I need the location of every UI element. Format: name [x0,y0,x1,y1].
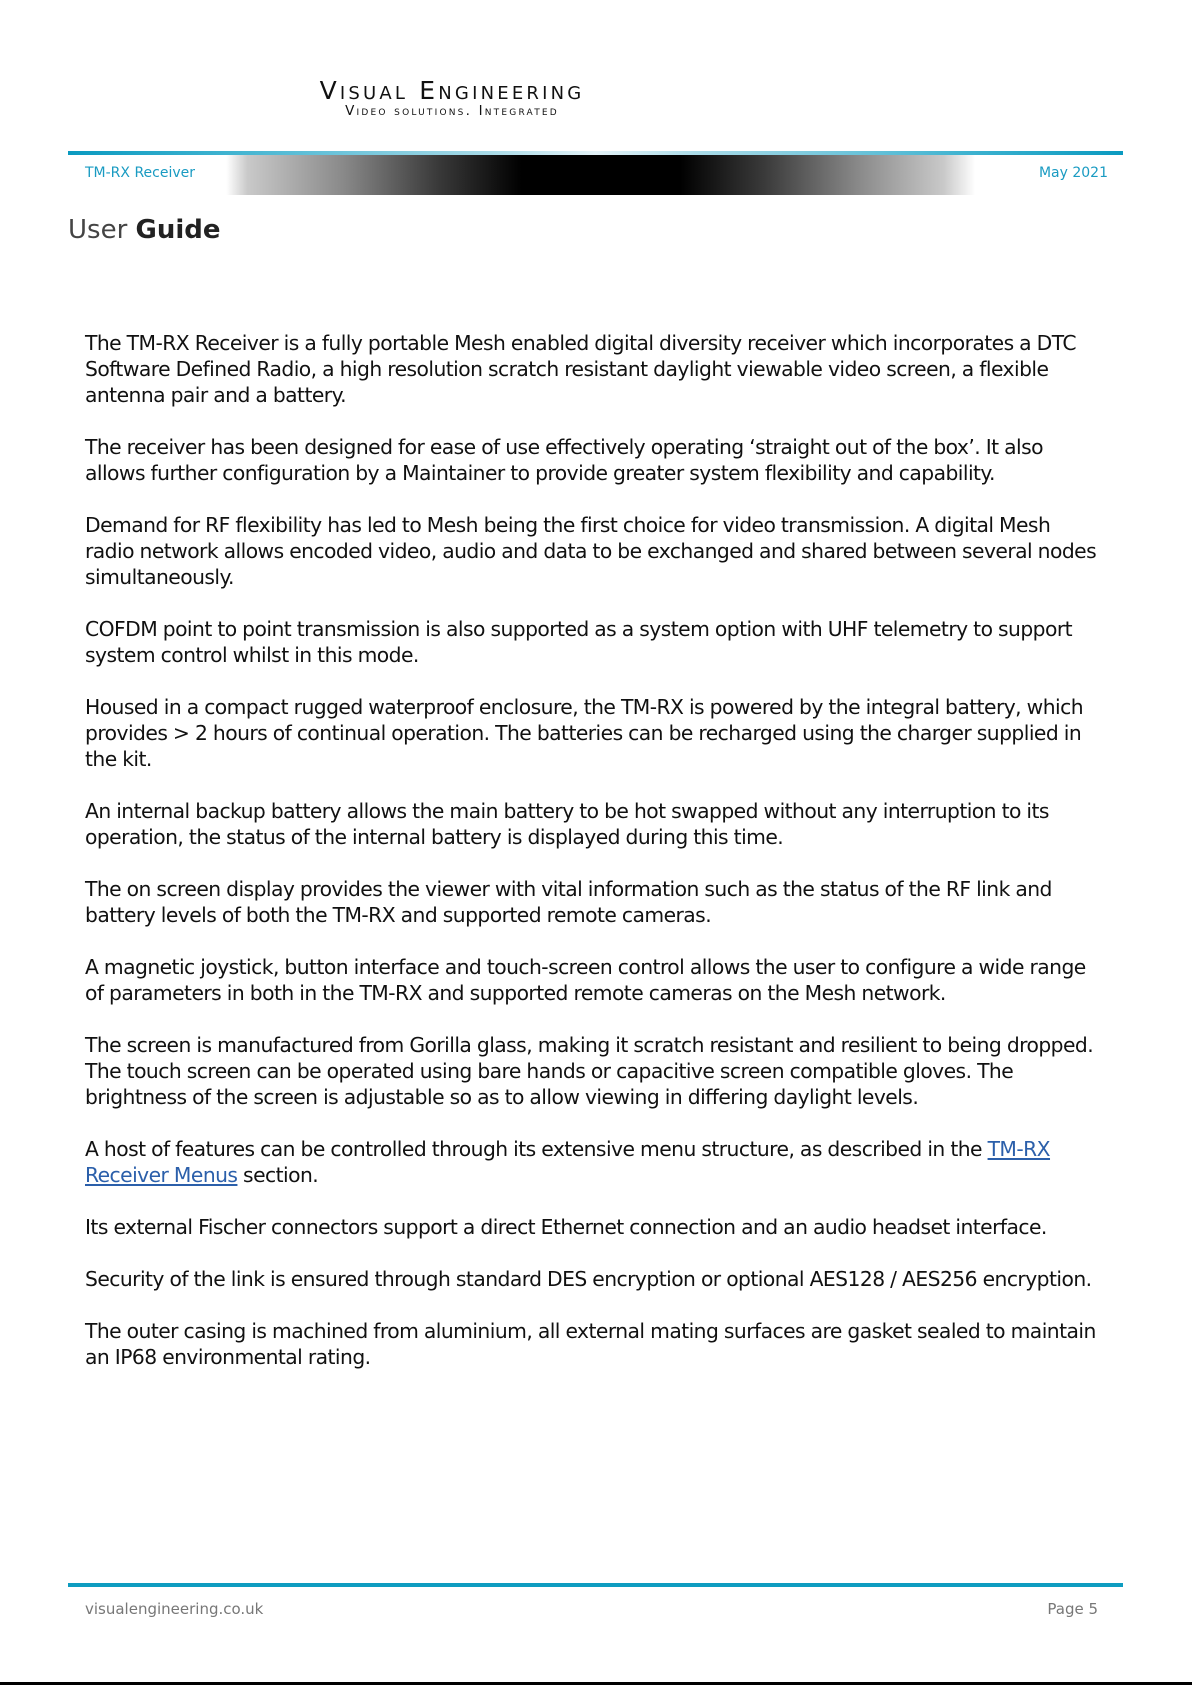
paragraph-casing: The outer casing is machined from aluminium, all external mating surfaces are gasket sealed to maintain an IP68 environmental rating. [85,1319,1096,1369]
paragraph-controls: A magnetic joystick, button interface and touch-screen control allows the user to configure a wide range of parameters in both in the TM-RX and supported remote cameras on the Mesh network. [85,955,1086,1005]
page-title-strong: Guide [135,215,221,245]
page-title [68,216,221,245]
paragraph-enclosure: Housed in a compact rugged waterproof enclosure, the TM-RX is powered by the integral battery, which provides > 2 hours of continual operation. The batteries can be recharged using the charger supplied in the kit. [85,695,1084,771]
footer-website: visualengineering.co.uk [85,1600,264,1618]
paragraph-backup-battery: An internal backup battery allows the main battery to be hot swapped without any interruption to its operation, the status of the internal battery is displayed during this time. [85,799,1049,849]
paragraph-ease-of-use: The receiver has been designed for ease of use effectively operating ‘straight out of the box’. It also allows further configuration by a Maintainer to provide greater system flexibility and capability. [85,435,1044,485]
paragraph-screen: The screen is manufactured from Gorilla glass, making it scratch resistant and resilient to being dropped. The touch screen can be operated using bare hands or capacitive screen compatible gloves. The brightness of the screen is adjustable so as to allow viewing in differing daylight levels. [85,1033,1094,1109]
page-title-light: User [68,215,128,245]
footer-page-number: Page 5 [1047,1600,1098,1618]
paragraph-cofdm: COFDM point to point transmission is also supported as a system option with UHF telemetry to support system control whilst in this mode. [85,617,1073,667]
paragraph-menus [85,1136,1100,1188]
menus-text-before: A host of features can be controlled through its extensive menu structure, as described in the [85,1137,988,1161]
company-logo [270,78,670,119]
tm-rx-receiver-menus-link[interactable]: TM-RX Receiver Menus [85,1137,1051,1187]
header-gradient-band [68,155,1123,195]
document-body [85,330,1100,1396]
footer-rule [68,1583,1123,1587]
header-product-name: TM-RX Receiver [85,165,196,181]
paragraph-on-screen-display: The on screen display provides the viewer with vital information such as the status of the RF link and battery levels of both the TM-RX and supported remote cameras. [85,877,1052,927]
logo-name: Visual Engineering [319,76,585,105]
paragraph-security: Security of the link is ensured through standard DES encryption or optional AES128 / AES256 encryption. [85,1267,1092,1291]
menus-text-after: section. [237,1163,319,1187]
header-date: May 2021 [1038,165,1108,181]
paragraph-overview: The TM-RX Receiver is a fully portable Mesh enabled digital diversity receiver which incorporates a DTC Software Defined Radio, a high resolution scratch resistant daylight viewable video screen, a flexible antenna pair and a battery. [85,331,1076,407]
paragraph-connectors: Its external Fischer connectors support a direct Ethernet connection and an audio headset interface. [85,1215,1047,1239]
paragraph-mesh: Demand for RF flexibility has led to Mesh being the first choice for video transmission. A digital Mesh radio network allows encoded video, audio and data to be exchanged and shared between several nodes simultaneously. [85,513,1097,589]
logo-tagline: Video solutions. Integrated [345,103,559,119]
